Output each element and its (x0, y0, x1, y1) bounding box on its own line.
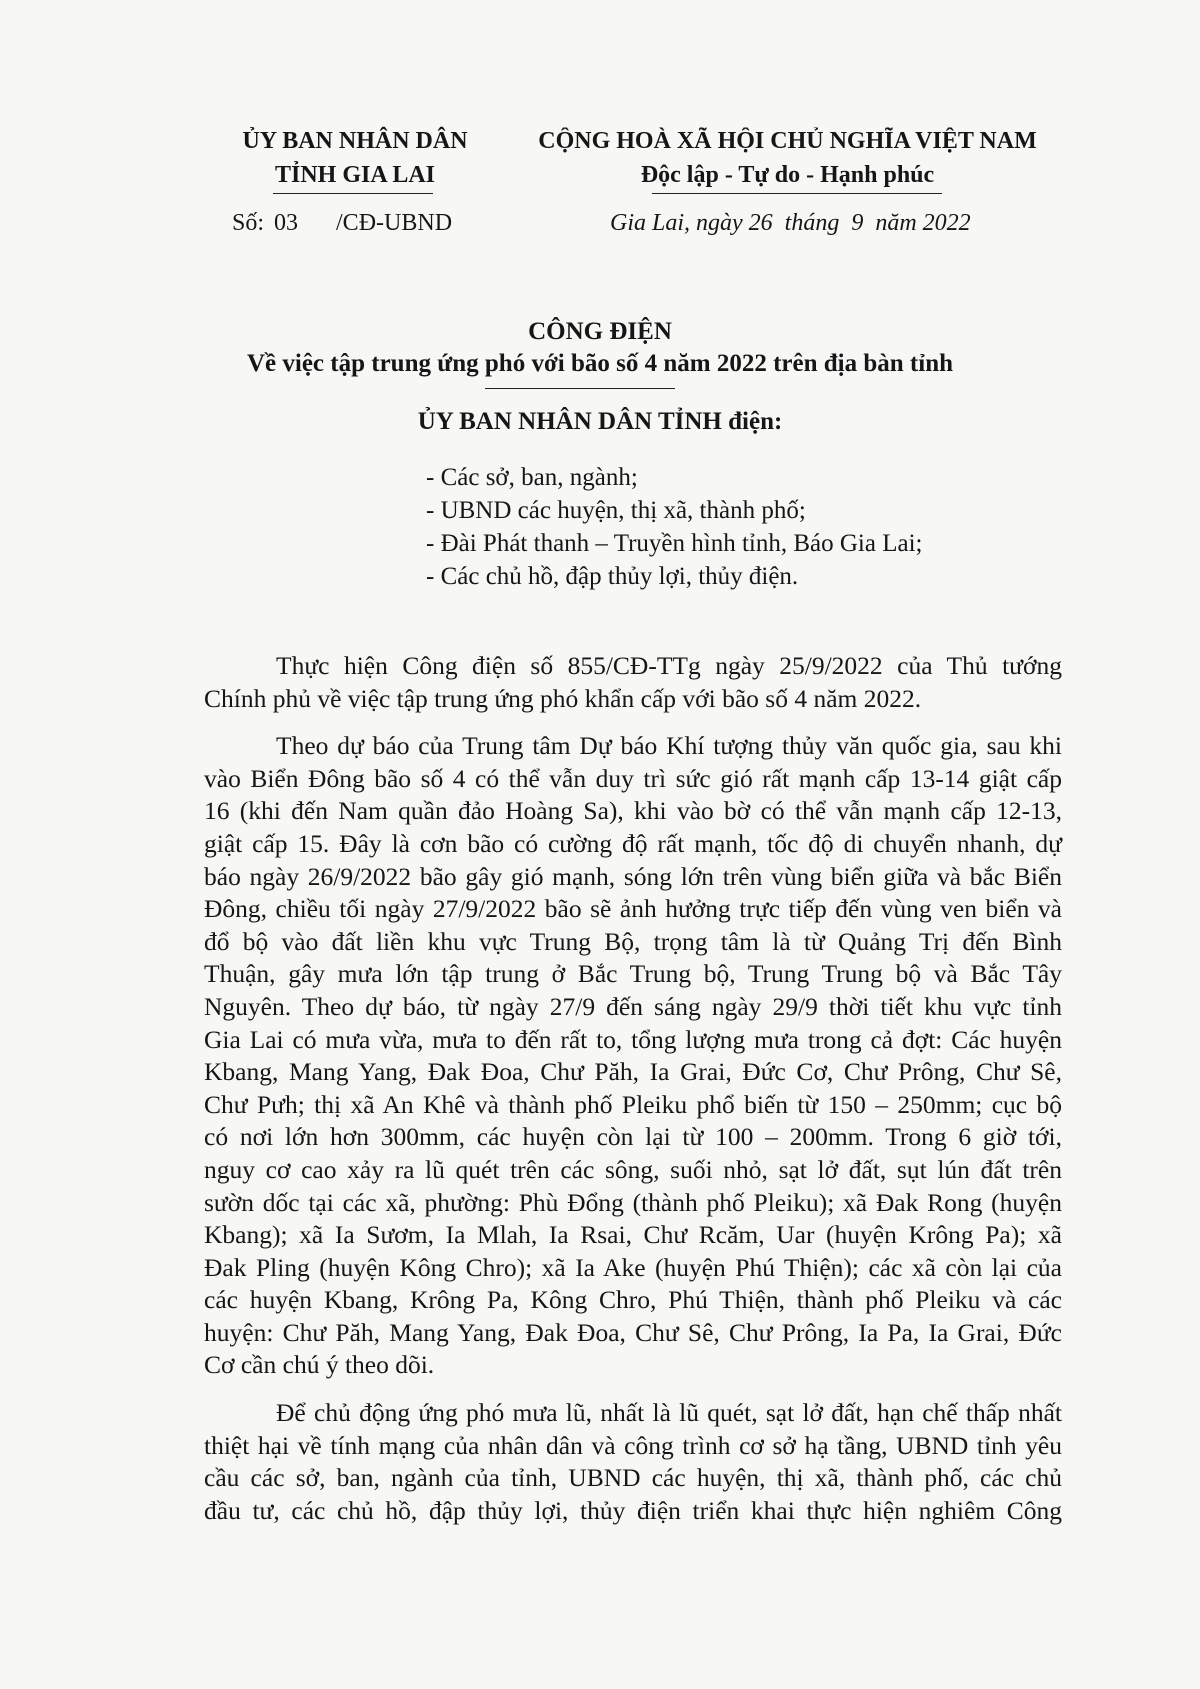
body-line: Đông, chiều tối ngày 27/9/2022 bão sẽ ảnh hưởng trực tiếp đến vùng ven biển và (204, 894, 1062, 924)
doc-number-prefix: Số: (232, 210, 265, 236)
body-line: có nơi lớn hơn 300mm, các huyện còn lại từ 100 – 200mm. Trong 6 giờ tới, (204, 1122, 1062, 1152)
body-line: Đak Pling (huyện Kông Chro); xã Ia Ake (huyện Phú Thiện); các xã còn lại của (204, 1252, 1062, 1282)
org-name-line2: TỈNH GIA LAI (274, 162, 436, 188)
body-paragraph (204, 730, 1062, 1382)
body-line: Nguyên. Theo dự báo, từ ngày 27/9 đến sáng ngày 29/9 thời tiết khu vực tỉnh (204, 991, 1062, 1021)
body-line: Kbang, Mang Yang, Đak Đoa, Chư Păh, Ia Grai, Đức Cơ, Chư Prông, Chư Sê, (204, 1057, 1062, 1087)
body-line: Theo dự báo của Trung tâm Dự báo Khí tượng thủy văn quốc gia, sau khi (276, 731, 1062, 761)
body-line: đổ bộ vào đất liền khu vực Trung Bộ, trọng tâm là từ Quảng Trị đến Bình (204, 926, 1062, 956)
recipient-item: - Các chủ hồ, đập thủy lợi, thủy điện. (426, 563, 799, 590)
body-line: vào Biển Đông bão số 4 có thể vẫn duy trì sức gió rất mạnh cấp 13-14 giật cấp (204, 763, 1062, 793)
body-paragraph (204, 1397, 1062, 1527)
body-line: thiệt hại về tính mạng của nhân dân và công trình cơ sở hạ tầng, UBND tỉnh yêu (204, 1430, 1062, 1460)
body-line: Để chủ động ứng phó mưa lũ, nhất là lũ quét, sạt lở đất, hạn chế thấp nhất (276, 1398, 1062, 1428)
recipient-item: - UBND các huyện, thị xã, thành phố; (426, 497, 806, 524)
document-type-title: CÔNG ĐIỆN (528, 318, 672, 345)
body-line: Gia Lai có mưa vừa, mưa to đến rất to, tổng lượng mưa trong cả đợt: Các huyện (204, 1024, 1062, 1054)
national-header (515, 124, 1060, 192)
body-line: Chính phủ về việc tập trung ứng phó khẩn cấp với bão số 4 năm 2022. (204, 683, 922, 713)
body-line: giật cấp 15. Đây là cơn bão có cường độ rất mạnh, tốc độ di chuyển nhanh, dự (204, 828, 1062, 858)
body-line: Chư Pưh; thị xã An Khê và thành phố Pleiku phổ biến từ 150 – 250mm; cục bộ (204, 1089, 1062, 1119)
body-line: Kbang); xã Ia Sươm, Ia Mlah, Ia Rsai, Chư Rcăm, Uar (huyện Krông Pa); xã (204, 1220, 1062, 1250)
body-line: báo ngày 26/9/2022 bão gây gió mạnh, sóng lớn trên vùng biển giữa và bắc Biển (204, 861, 1062, 891)
body-line: nguy cơ cao xảy ra lũ quét trên các sông, suối nhỏ, sạt lở đất, sụt lún đất trên (204, 1154, 1062, 1184)
issuing-organization (205, 124, 505, 192)
motto-underline (652, 193, 942, 194)
document-date: Gia Lai, ngày 26 tháng 9 năm 2022 (610, 210, 971, 236)
title-underline (485, 388, 675, 389)
doc-number-value: 03 (274, 210, 299, 236)
document-body (204, 650, 1062, 1542)
body-line: sườn dốc tại các xã, phường: Phù Đổng (thành phố Pleiku); xã Đak Rong (huyện (204, 1187, 1062, 1217)
body-line: các huyện Kbang, Krông Pa, Kông Chro, Phú Thiện, thành phố Pleiku và các (204, 1285, 1062, 1315)
org-underline (273, 193, 433, 194)
recipients-list (426, 461, 922, 593)
org-name-line1: ỦY BAN NHÂN DÂN (242, 128, 468, 154)
recipient-item: - Các sở, ban, ngành; (426, 464, 638, 491)
nation-motto: Độc lập - Tự do - Hạnh phúc (640, 162, 935, 188)
body-line: huyện: Chư Păh, Mang Yang, Đak Đoa, Chư Sê, Chư Prông, Ia Pa, Ia Grai, Đức (204, 1317, 1062, 1347)
body-line: Thực hiện Công điện số 855/CĐ-TTg ngày 25/9/2022 của Thủ tướng (276, 651, 1062, 680)
body-line: đầu tư, các chủ hồ, đập thủy lợi, thủy điện triển khai thực hiện nghiêm Công (204, 1495, 1062, 1525)
recipient-item: - Đài Phát thanh – Truyền hình tỉnh, Báo Gia Lai; (426, 530, 923, 557)
document-number (232, 210, 452, 237)
nation-name: CỘNG HOÀ XÃ HỘI CHỦ NGHĨA VIỆT NAM (538, 128, 1037, 154)
doc-number-code: /CĐ-UBND (336, 210, 453, 236)
body-paragraph (204, 650, 1062, 715)
body-line: Thuận, gây mưa lớn tập trung ở Bắc Trung bộ, Trung Trung bộ và Bắc Tây (204, 959, 1062, 989)
body-line: cầu các sở, ban, ngành của tỉnh, UBND các huyện, thị xã, thành phố, các chủ (204, 1463, 1062, 1493)
sender-line: ỦY BAN NHÂN DÂN TỈNH điện: (417, 408, 783, 435)
body-line: 16 (khi đến Nam quần đảo Hoàng Sa), khi vào bờ có thể vẫn mạnh cấp 12-13, (204, 796, 1062, 826)
document-subject: Về việc tập trung ứng phó với bão số 4 năm 2022 trên địa bàn tỉnh (246, 350, 954, 377)
body-line: Cơ cần chú ý theo dõi. (204, 1350, 435, 1380)
